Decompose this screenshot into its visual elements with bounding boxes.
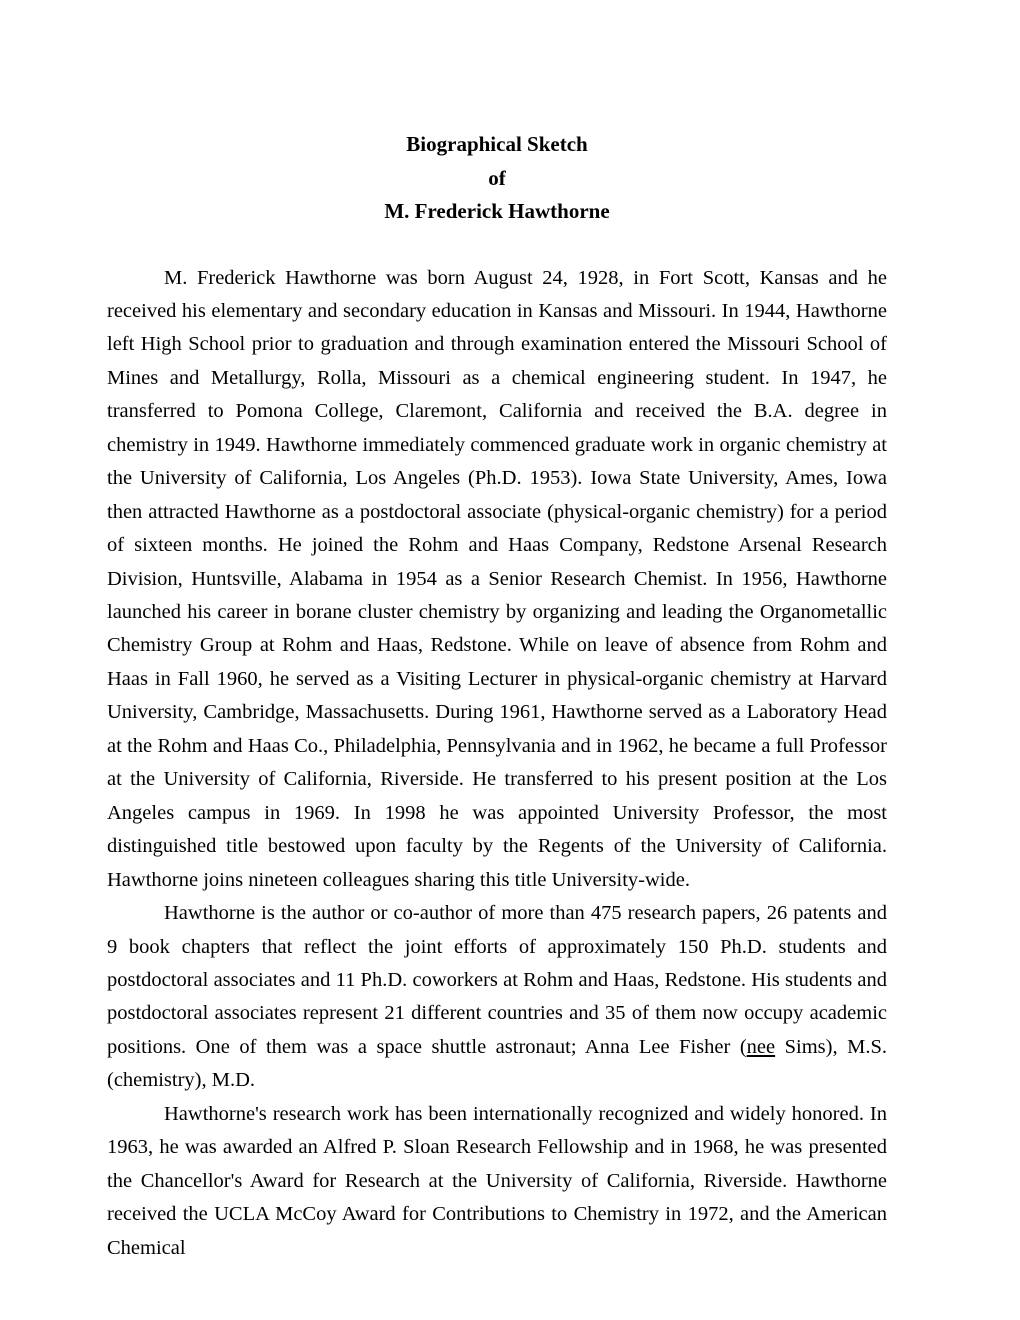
document-title (107, 128, 887, 229)
paragraph-biography (107, 262, 887, 898)
paragraph-honors (107, 1098, 887, 1265)
title-line-1: Biographical Sketch (406, 132, 588, 156)
paragraph-publications-text-after: Sims), M.S. (chemistry), M.D. (107, 1035, 887, 1092)
paragraph-biography-text: M. Frederick Hawthorne was born August 24, 1928, in Fort Scott, Kansas and he received his elementary and secondary education in Kansas and Missouri. In 1944, Hawthorne left High School prior to graduation and through examination entered the Missouri School of Mines and Metallurgy, Rolla, Missouri as a chemical engineering student. In 1947, he transferred to Pomona College, Claremont, California and received the B.A. degree in chemistry in 1949. Hawthorne immediately commenced graduate work in organic chemistry at the University of California, Los Angeles (Ph.D. 1953). Iowa State University, Ames, Iowa then attracted Hawthorne as a postdoctoral associate (physical-organic chemistry) for a period of sixteen months. He joined the Rohm and Haas Company, Redstone Arsenal Research Division, Huntsville, Alabama in 1954 as a Senior Research Chemist. In 1956, Hawthorne launched his career in borane cluster chemistry by organizing and leading the Organometallic Chemistry Group at Rohm and Haas, Redstone. While on leave of absence from Rohm and Haas in Fall 1960, he served as a Visiting Lecturer in physical-organic chemistry at Harvard University, Cambridge, Massachusetts. During 1961, Hawthorne served as a Laboratory Head at the Rohm and Haas Co., Philadelphia, Pennsylvania and in 1962, he became a full Professor at the University of California, Riverside. He transferred to his present position at the Los Angeles campus in 1969. In 1998 he was appointed University Professor, the most distinguished title bestowed upon faculty by the Regents of the University of California. Hawthorne joins nineteen colleagues sharing this title University-wide. (107, 266, 887, 891)
paragraph-publications-text-before: Hawthorne is the author or co-author of more than 475 research papers, 26 patents and 9 book chapters that reflect the joint efforts of approximately 150 Ph.D. students and postdoctoral associates and 11 Ph.D. coworkers at Rohm and Haas, Redstone. His students and postdoctoral associates represent 21 different countries and 35 of them now occupy academic positions. One of them was a space shuttle astronaut; Anna Lee Fisher ( (107, 902, 887, 1058)
title-line-3: M. Frederick Hawthorne (384, 199, 610, 223)
paragraph-publications (107, 897, 887, 1098)
paragraph-honors-text: Hawthorne's research work has been internationally recognized and widely honored. In 1963, he was awarded an Alfred P. Sloan Research Fellowship and in 1968, he was presented the Chancellor's Award for Research at the University of California, Riverside. Hawthorne received the UCLA McCoy Award for Contributions to Chemistry in 1972, and the American Chemical (107, 1102, 887, 1259)
document-body (107, 262, 887, 1266)
underlined-word-nee: nee (746, 1035, 776, 1058)
title-line-2: of (488, 165, 506, 190)
document-page (107, 128, 887, 1265)
